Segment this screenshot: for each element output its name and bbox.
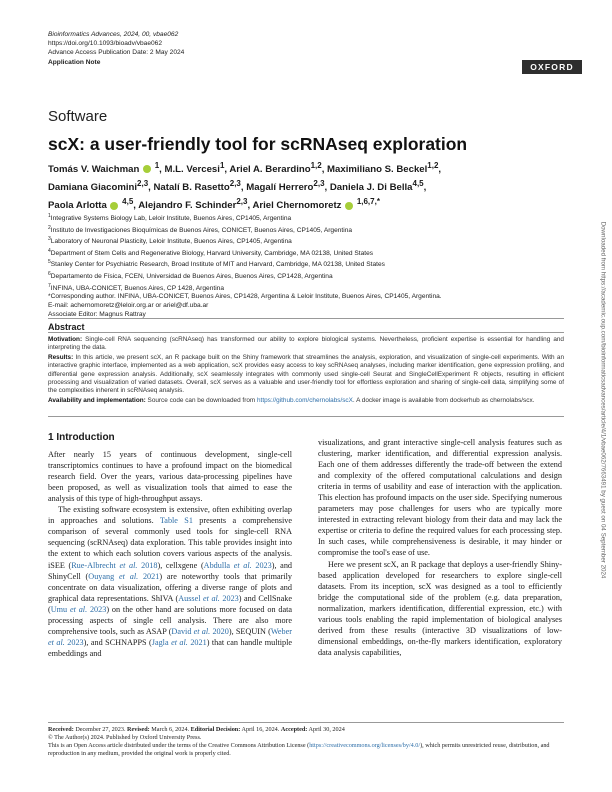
orcid-icon[interactable] xyxy=(345,202,353,210)
affiliation-item: $^2$Instituto de Investigaciones Bioquímicas de Buenos Aires, CONICET, Buenos Aires, CP1405, Argentina xyxy=(48,224,353,234)
doi-link[interactable]: https://doi.org/10.1093/bioadv/vbae062 xyxy=(48,40,163,48)
copyright: © The Author(s) 2024. Published by Oxford University Press. xyxy=(48,734,202,741)
intro-right-text: visualizations, and grant interactive single-cell analysis features such as clustering, marker identification, and differential expression analysis. Each one of them addresses differently the trade-off between the extend and complexity of the offered computational calculations and design criteria in terms of usability and ease of interaction with the application. This election has profound impacts on the user side. Specifying numerous parameters may pose challenges for users who are typically more interested in extracting relevant biology from their data and may lack the expertise or criteria to define the required values for each processing step. In such cases, while comprehensiveness is desirable, it may hinder or compromise the tool's ease of use. Here we present scX, an R package that deploys a user-friendly Shiny-based application developed for researchers to explore single-cell datasets. From its inception, scX was designed as a tool to efficiently bridge the computational side of the problem (e.g. data preparation, normalization, markers identification, differential expression, etc.) with various tools enabling the rapid implementation of biological analyses derived from these results (interactive 3D visualizations of low-dimensional embeddings, on-the-fly markers identification, exploratory data analysis capabilities, xyxy=(318,438,562,657)
access-date: Advance Access Publication Date: 2 May 2024 xyxy=(48,49,185,57)
associate-editor: Associate Editor: Magnus Rattray xyxy=(48,310,146,318)
intro-heading: 1 Introduction xyxy=(48,432,115,443)
journal-line: Bioinformatics Advances, 2024, 00, vbae062 xyxy=(48,31,179,38)
publisher-logo: OXFORD xyxy=(522,60,582,74)
footer xyxy=(48,726,564,758)
license-text: This is an Open Access article distributed under the terms of the Creative Commons Attribution License (https://creativecommons.org/licenses/by/4.0/), which permits unrestricted reuse, distribution, and reproduction in any medium, provided the original work is properly cited. xyxy=(48,742,550,757)
abstract-results: Results: In this article, we present scX, an R package built on the Shiny framework that streamlines the analysis, exploration, and visualization of single-cell experiments. With an interactive graphic interface, implemented as a web application, scX provides easy access to key scRNAseq analyses, including marker identification, gene expression profiling, and differential gene expression analysis. Additionally, scX seamlessly integrates with commonly used single-cell Seurat and SingleCellExperiment R objects, resulting in efficient processing and visualization of varied datasets. Overall, scX serves as a valuable and user-friendly tool for effortless exploration and sharing of single-cell data, simplifying some of the complexities inherent in scRNAseq analysis. xyxy=(48,353,564,395)
abstract-availability: Availability and implementation: Source code can be downloaded from https://github.com/chernolabs/scX. A docker image is available from dockerhub as chernolabs/scx. xyxy=(48,396,535,404)
affiliation-item: $^4$Department of Stem Cells and Regenerative Biology, Harvard University, Cambridge, MA 02138, United States xyxy=(48,247,374,257)
affiliation-item: $^1$Integrative Systems Biology Lab, Leloir Institute, Buenos Aires, CP1405, Argentina xyxy=(48,213,292,223)
abstract-motivation: Motivation: Single-cell RNA sequencing (scRNAseq) has transformed our ability to explore biological systems. Nevertheless, proficient expertise is essential for handling and interpreting the data. xyxy=(48,336,564,352)
abstract-heading: Abstract xyxy=(48,322,85,332)
abstract-body xyxy=(48,336,564,406)
affiliation-item: $^7$INFINA, UBA-CONICET, Buenos Aires, CP 1428, Argentina xyxy=(48,282,225,292)
orcid-icon[interactable] xyxy=(110,202,118,210)
divider xyxy=(48,416,564,417)
intro-left-text: After nearly 15 years of continuous development, single-cell transcriptomics continues to have a profound impact on the biomedical research field. Over the years, various data-processing pipelines have been proposed, as well as visualization tools that aimed to ease the analysis of this type of high-throughput assays. The existing software ecosystem is extensive, often exhibiting overlap in approaches and solutions. Table S1 presents a comprehensive comparison of several commonly used tools for single-cell RNA sequencing (scRNAseq) data exploration. This table provides insight into the extent to which each solution covers various aspects of the analysis. iSEE (Rue-Albrecht et al. 2018), cellxgene (Abdulla et al. 2023), and ShinyCell (Ouyang et al. 2021) are noteworthy tools that primarily concentrate on data visualization, offering a diverse range of plots and graphical data representations. ShIVA (Aussel et al. 2023) and CellSnake (Umu et al. 2023) on the other hand are solutions more focused on data processing aspects of single cell analysis. There are also more comprehensive tools, such as ASAP (David et al. 2020), SEQUIN (Weber et al. 2023), and SCHNAPPS (Jagla et al. 2021) that can handle multiple embeddings and xyxy=(48,450,293,658)
correspondence: *Corresponding author. INFINA, UBA-CONICET, Buenos Aires, CP1428, Argentina & Leloir Institute, Buenos Aires, CP1405, Argentina. E-mail: achernomoretz@leloir.org.ar or ariel@df.uba.ar xyxy=(48,293,442,309)
article-type: Application Note xyxy=(48,58,101,66)
divider xyxy=(48,722,564,723)
received-dates: Received: December 27, 2023. Revised: March 6, 2024. Editorial Decision: April 16, 2024. Accepted: April 30, 2024 xyxy=(48,726,345,733)
affiliation-item: $^3$Laboratory of Neuronal Plasticity, Leloir Institute, Buenos Aires, CP1405, Argentina xyxy=(48,236,292,246)
affiliation-item: $^6$Departamento de Física, FCEN, Universidad de Buenos Aires, Buenos Aires, CP1428, Argentina xyxy=(48,270,333,281)
right-column xyxy=(318,437,562,658)
author-list: Tomás V. Waichman $^1$, M.L. Vercesi$^1$, Ariel A. Berardino$^{1,2}$, Maximiliano S. Beckel$^{1,2}$, Damiana Giacomini$^{2,3}$, Natalí B. Rasetto$^{2,3}$, Magalí Herrero$^{2,3}$, Daniela J. Di Bella$^{4,5}$, Paola Arlotta $^{4,5}$, Alejandro F. Schinder$^{2,3}$, Ariel Chernomoretz $^{1,6,7,*}$ xyxy=(48,161,442,212)
section-label: Software xyxy=(48,108,108,125)
download-watermark-text: Downloaded from https://academic.oup.com/bioinformaticsadvances/article/4/1/vbae062/7663491 by guest on 04 September 2024 xyxy=(599,221,607,579)
affiliation-item: $^5$Stanley Center for Psychiatric Research, Broad Institute of MIT and Harvard, Cambridge, MA 02138, United States xyxy=(48,259,385,269)
affiliations xyxy=(48,212,568,319)
divider xyxy=(48,332,564,333)
left-column xyxy=(48,432,292,659)
article-title: scX: a user-friendly tool for scRNAseq exploration xyxy=(48,134,468,154)
download-watermark xyxy=(598,160,608,640)
divider xyxy=(48,318,564,319)
running-header xyxy=(48,30,184,67)
orcid-icon[interactable] xyxy=(143,165,151,173)
